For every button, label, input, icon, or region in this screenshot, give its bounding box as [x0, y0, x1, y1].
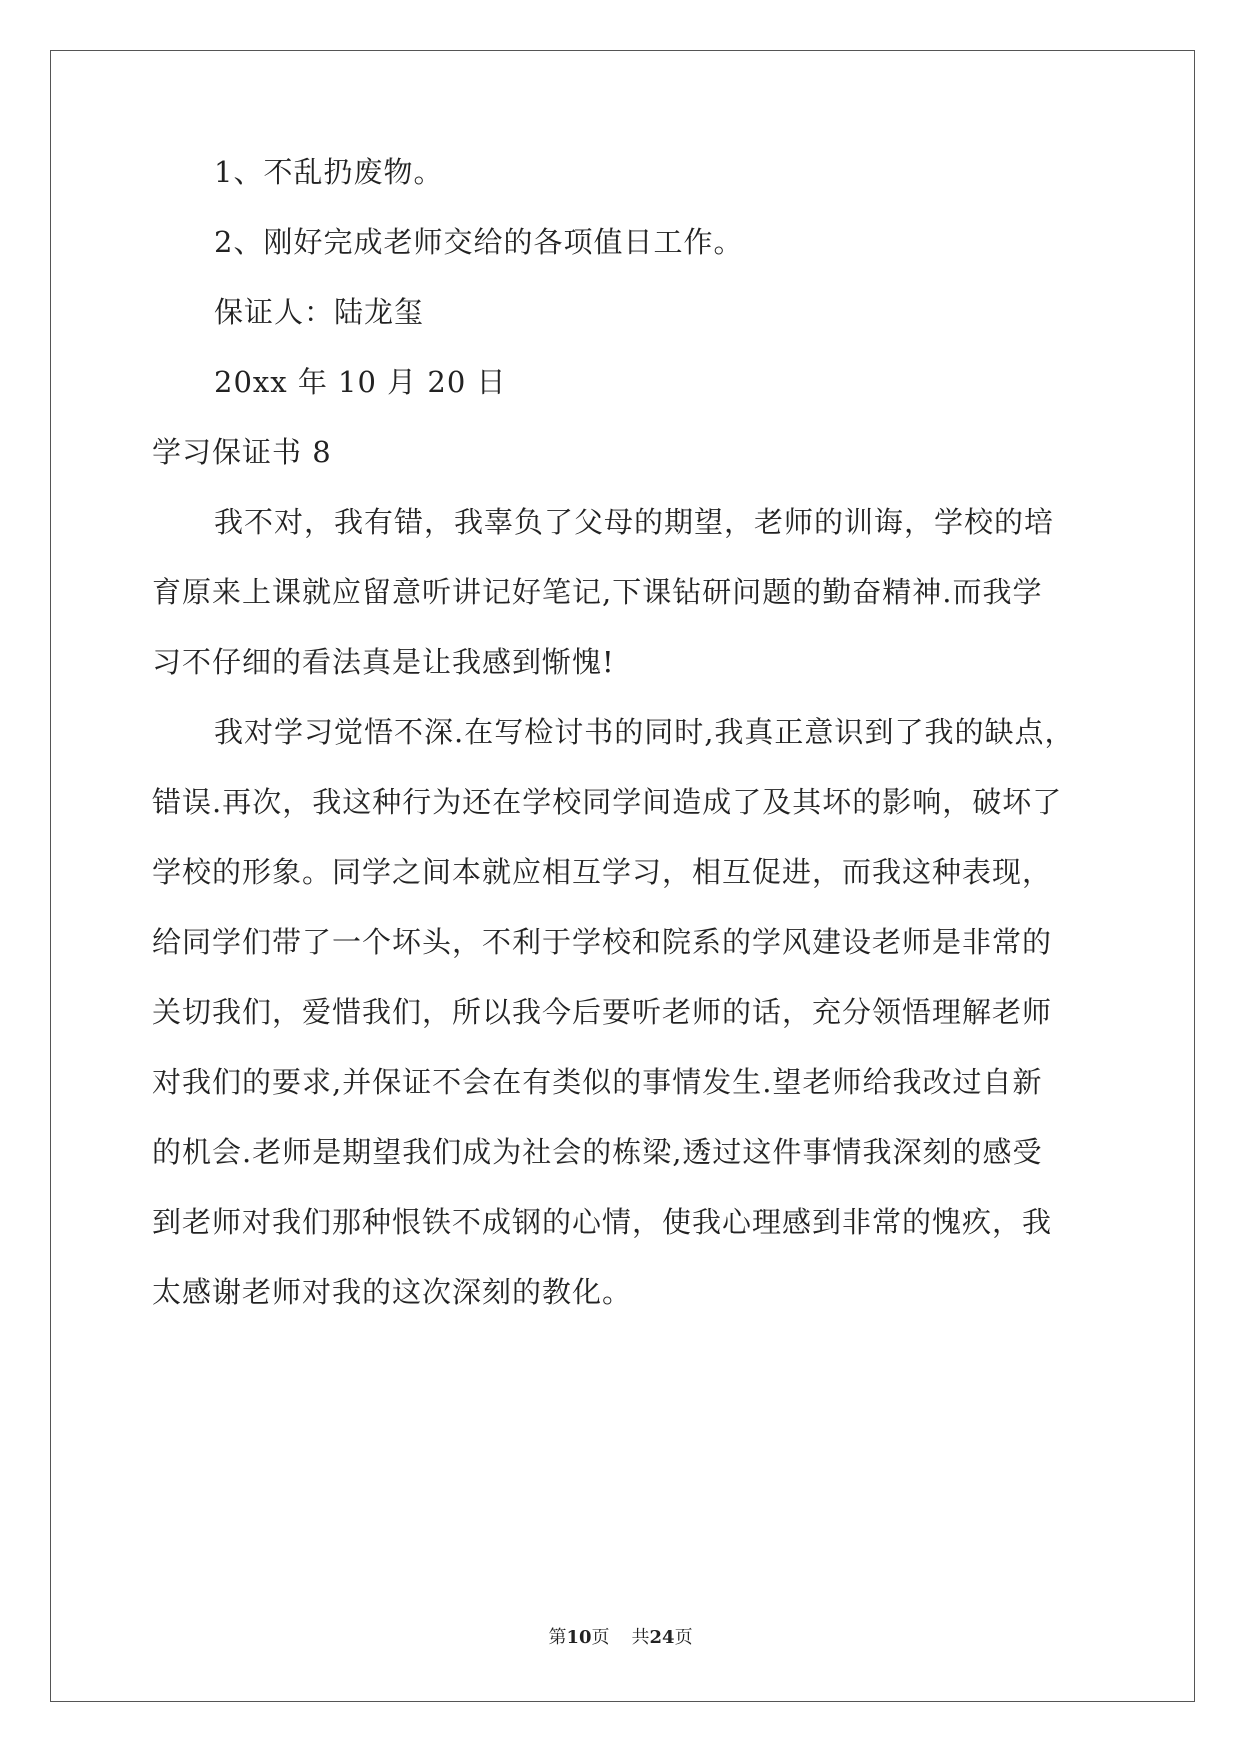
footer-total-prefix: 共: [631, 1627, 650, 1648]
footer-page-mid: 页: [591, 1627, 610, 1648]
paragraph2-line: 给同学们带了一个坏头，不利于学校和院系的学风建设老师是非常的: [152, 925, 1053, 959]
footer-page-total: 24: [649, 1627, 675, 1648]
paragraph1-line: 我不对，我有错，我辜负了父母的期望，老师的训诲，学校的培: [214, 505, 1055, 539]
paragraph2-line: 学校的形象。同学之间本就应相互学习，相互促进，而我这种表现，: [152, 855, 1053, 889]
list-item-2: 2、刚好完成老师交给的各项值日工作。: [214, 225, 744, 259]
footer-page-prefix: 第: [548, 1627, 567, 1648]
paragraph2-line: 关切我们，爱惜我们，所以我今后要听老师的话，充分领悟理解老师: [152, 995, 1053, 1029]
date-line: 20xx 年 10 月 20 日: [214, 365, 507, 399]
paragraph1-line: 育原来上课就应留意听讲记好笔记,下课钻研问题的勤奋精神.而我学: [152, 575, 1043, 609]
paragraph2-line: 到老师对我们那种恨铁不成钢的心情，使我心理感到非常的愧疚，我: [152, 1205, 1053, 1239]
guarantor-line: 保证人：陆龙玺: [214, 295, 425, 329]
footer-total-suffix: 页: [674, 1627, 693, 1648]
footer-page-current: 10: [566, 1627, 592, 1648]
paragraph2-line: 对我们的要求,并保证不会在有类似的事情发生.望老师给我改过自新: [152, 1065, 1043, 1099]
paragraph2-line: 的机会.老师是期望我们成为社会的栋梁,透过这件事情我深刻的感受: [152, 1135, 1043, 1169]
section-title: 学习保证书 8: [152, 435, 332, 469]
paragraph2-line: 错误.再次，我这种行为还在学校同学间造成了及其坏的影响，破坏了: [152, 785, 1063, 819]
list-item-1: 1、不乱扔废物。: [214, 155, 444, 189]
paragraph2-line: 太感谢老师对我的这次深刻的教化。: [152, 1275, 633, 1309]
paragraph1-line: 习不仔细的看法真是让我感到惭愧!: [152, 645, 615, 679]
paragraph2-line: 我对学习觉悟不深.在写检讨书的同时,我真正意识到了我的缺点，: [214, 715, 1075, 749]
page-footer: [0, 1626, 1241, 1650]
